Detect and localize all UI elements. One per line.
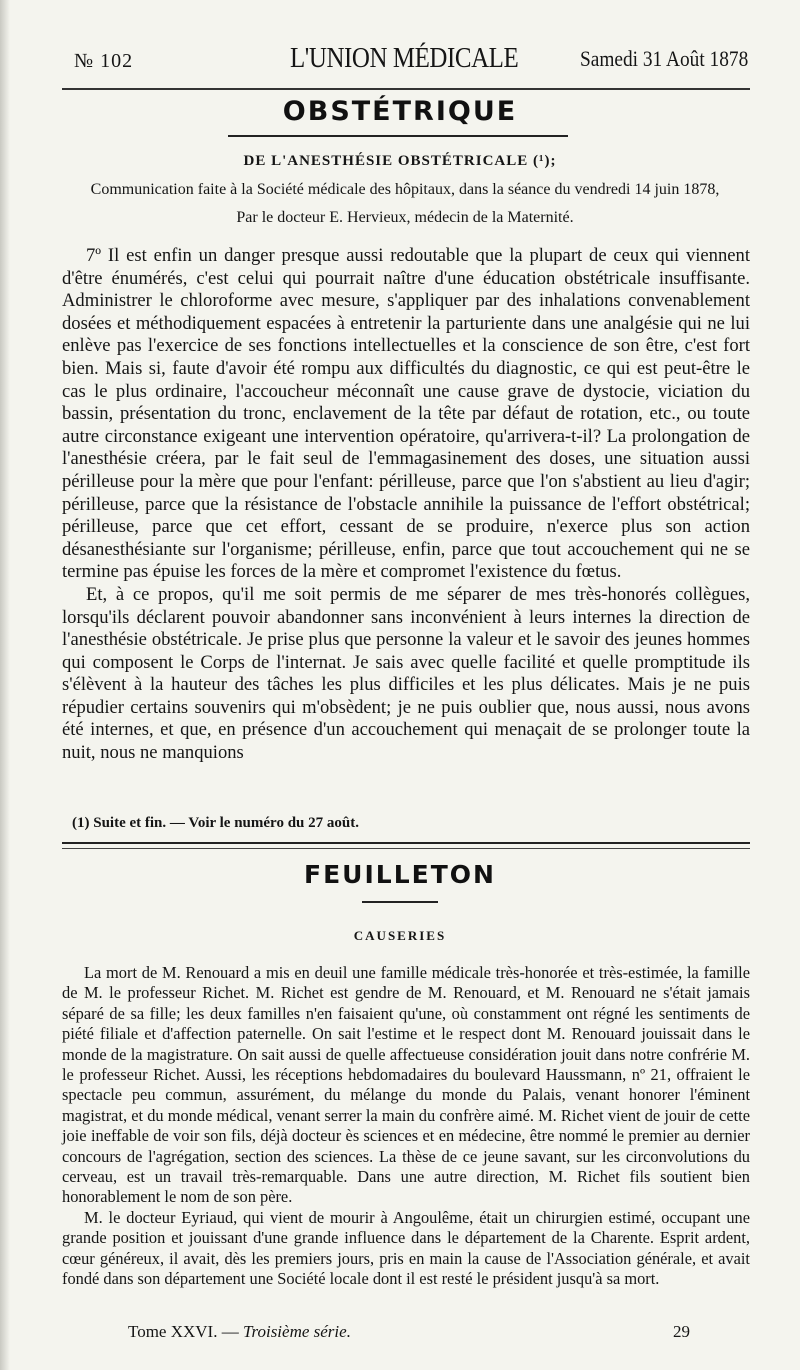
page-number: 29	[673, 1322, 690, 1341]
article-subtitle: Communication faite à la Société médicale des hôpitaux, dans la séance du vendredi 14 juin 1878,	[90, 181, 720, 198]
header-rule	[62, 88, 750, 90]
feuilleton-underline	[362, 901, 438, 903]
page-header	[62, 38, 752, 78]
article-body	[62, 245, 750, 765]
section-title-underline	[228, 135, 568, 137]
feuilleton-separator	[62, 842, 750, 849]
footer-tome-label: Tome XXVI. —	[128, 1322, 239, 1341]
feuilleton-subtitle: CAUSERIES	[353, 928, 447, 943]
article-author: Par le docteur E. Hervieux, médecin de la Maternité.	[236, 209, 574, 226]
feuilleton-paragraph: La mort de M. Renouard a mis en deuil une famille médicale très-honorée et très-estimée, la famille de M. le professeur Richet. M. Richet est gendre de M. Renouard, et M. Renouard ne s'était jamais séparé de sa fille; les deux familles n'en faisaient qu'une, où constamment ont régné les sentiments de piété filiale et d'affection paternelle. On sait l'estime et le respect dont M. Renouard jouissait dans le monde de la magistrature. On sait aussi de quelle affectueuse considération jouit dans notre confrérie M. le professeur Richet. Aussi, les réceptions hebdomadaires du boulevard Haussmann, nº 21, offraient le spectacle peu commun, assurément, du mélange du monde du Palais, venant honorer l'éminent magistrat, et du monde médical, venant serrer la main du confrère aimé. M. Richet vient de jouir de cette joie ineffable de voir son fils, déjà docteur ès sciences et en médecine, être nommé le premier au dernier concours de l'agrégation, section des sciences. La thèse de ce jeune savant, sur les circonvolutions du cerveau, est un travail très-remarquable. Dans une autre direction, M. Richet fils soutient bien honorablement le nom de son père.	[62, 963, 750, 1207]
page-edge-shadow	[0, 0, 10, 1370]
issue-number: № 102	[74, 50, 134, 72]
issue-date: Samedi 31 Août 1878	[579, 46, 748, 71]
feuilleton-paragraph: M. le docteur Eyriaud, qui vient de mourir à Angoulême, était un chirurgien estimé, occupant une grande position et jouissant d'une grande influence dans le département de la Charente. Esprit ardent, cœur généreux, il avait, dès les premiers jours, pris en main la cause de l'Association générale, et avait fondé dans son département une Société locale dont il est resté le président jusqu'à sa mort.	[62, 1207, 750, 1289]
feuilleton-body	[62, 963, 750, 1290]
article-paragraph: Et, à ce propos, qu'il me soit permis de me séparer de mes très-honorés collègues, lorsqu'ils déclarent pouvoir abandonner sans inconvénient à leurs internes la direction de l'anesthésie obstétricale. Je prise plus que personne la valeur et le savoir des jeunes hommes qui composent le Corps de l'internat. Je sais avec quelle facilité et quelle promptitude ils s'élèvent à la hauteur des tâches les plus difficiles et les plus délicates. Mais je ne puis répudier certains souvenirs qui m'obsèdent; je ne puis oublier que, nous aussi, nous avons été internes, et que, en présence d'un accouchement qui menaçait de se prolonger toute la nuit, nous ne manquions	[62, 583, 750, 764]
section-title-obstetrique: OBSTÉTRIQUE	[282, 96, 518, 127]
journal-title: L'UNION MÉDICALE	[290, 42, 519, 74]
article-title: DE L'ANESTHÉSIE OBSTÉTRICALE (¹);	[243, 153, 557, 169]
article-footnote: (1) Suite et fin. — Voir le numéro du 27 août.	[72, 815, 359, 831]
footer-tome	[128, 1322, 351, 1342]
footer-series: Troisième série.	[242, 1322, 351, 1341]
section-title-feuilleton: FEUILLETON	[304, 860, 496, 889]
article-paragraph: 7º Il est enfin un danger presque aussi redoutable que la plupart de ceux qui viennent d'être énumérés, c'est celui qui pourrait naître d'une éducation obstétricale insuffisante. Administrer le chloroforme avec mesure, s'appliquer par des inhalations convenablement dosées et méthodiquement espacées à entretenir la parturiente dans une analgésie qui ne lui enlève pas l'exercice de ses fonctions intellectuelles et la conscience de son être, c'est fort bien. Mais si, faute d'avoir été rompu aux difficultés du diagnostic, ce qui est peut-être le cas le plus ordinaire, l'accoucheur méconnaît une cause grave de dystocie, viciation du bassin, présentation du tronc, enclavement de la tête par défaut de rotation, etc., ou toute autre circonstance exigeant une intervention opératoire, qu'arrivera-t-il? La prolongation de l'anesthésie créera, par le fait seul de l'emmagasinement des doses, une situation aussi périlleuse pour la mère que pour l'enfant: périlleuse, parce que l'on s'abstient au lieu d'agir; périlleuse, parce que la résistance de l'obstacle annihile la puissance de l'effort obstétrical; périlleuse, parce que cet effort, cessant de se produire, n'exerce plus son action désanesthésiante sur l'organisme; périlleuse, enfin, parce que tout accouchement qui ne se termine pas épuise les forces de la mère et compromet l'existence du fœtus.	[62, 245, 750, 583]
